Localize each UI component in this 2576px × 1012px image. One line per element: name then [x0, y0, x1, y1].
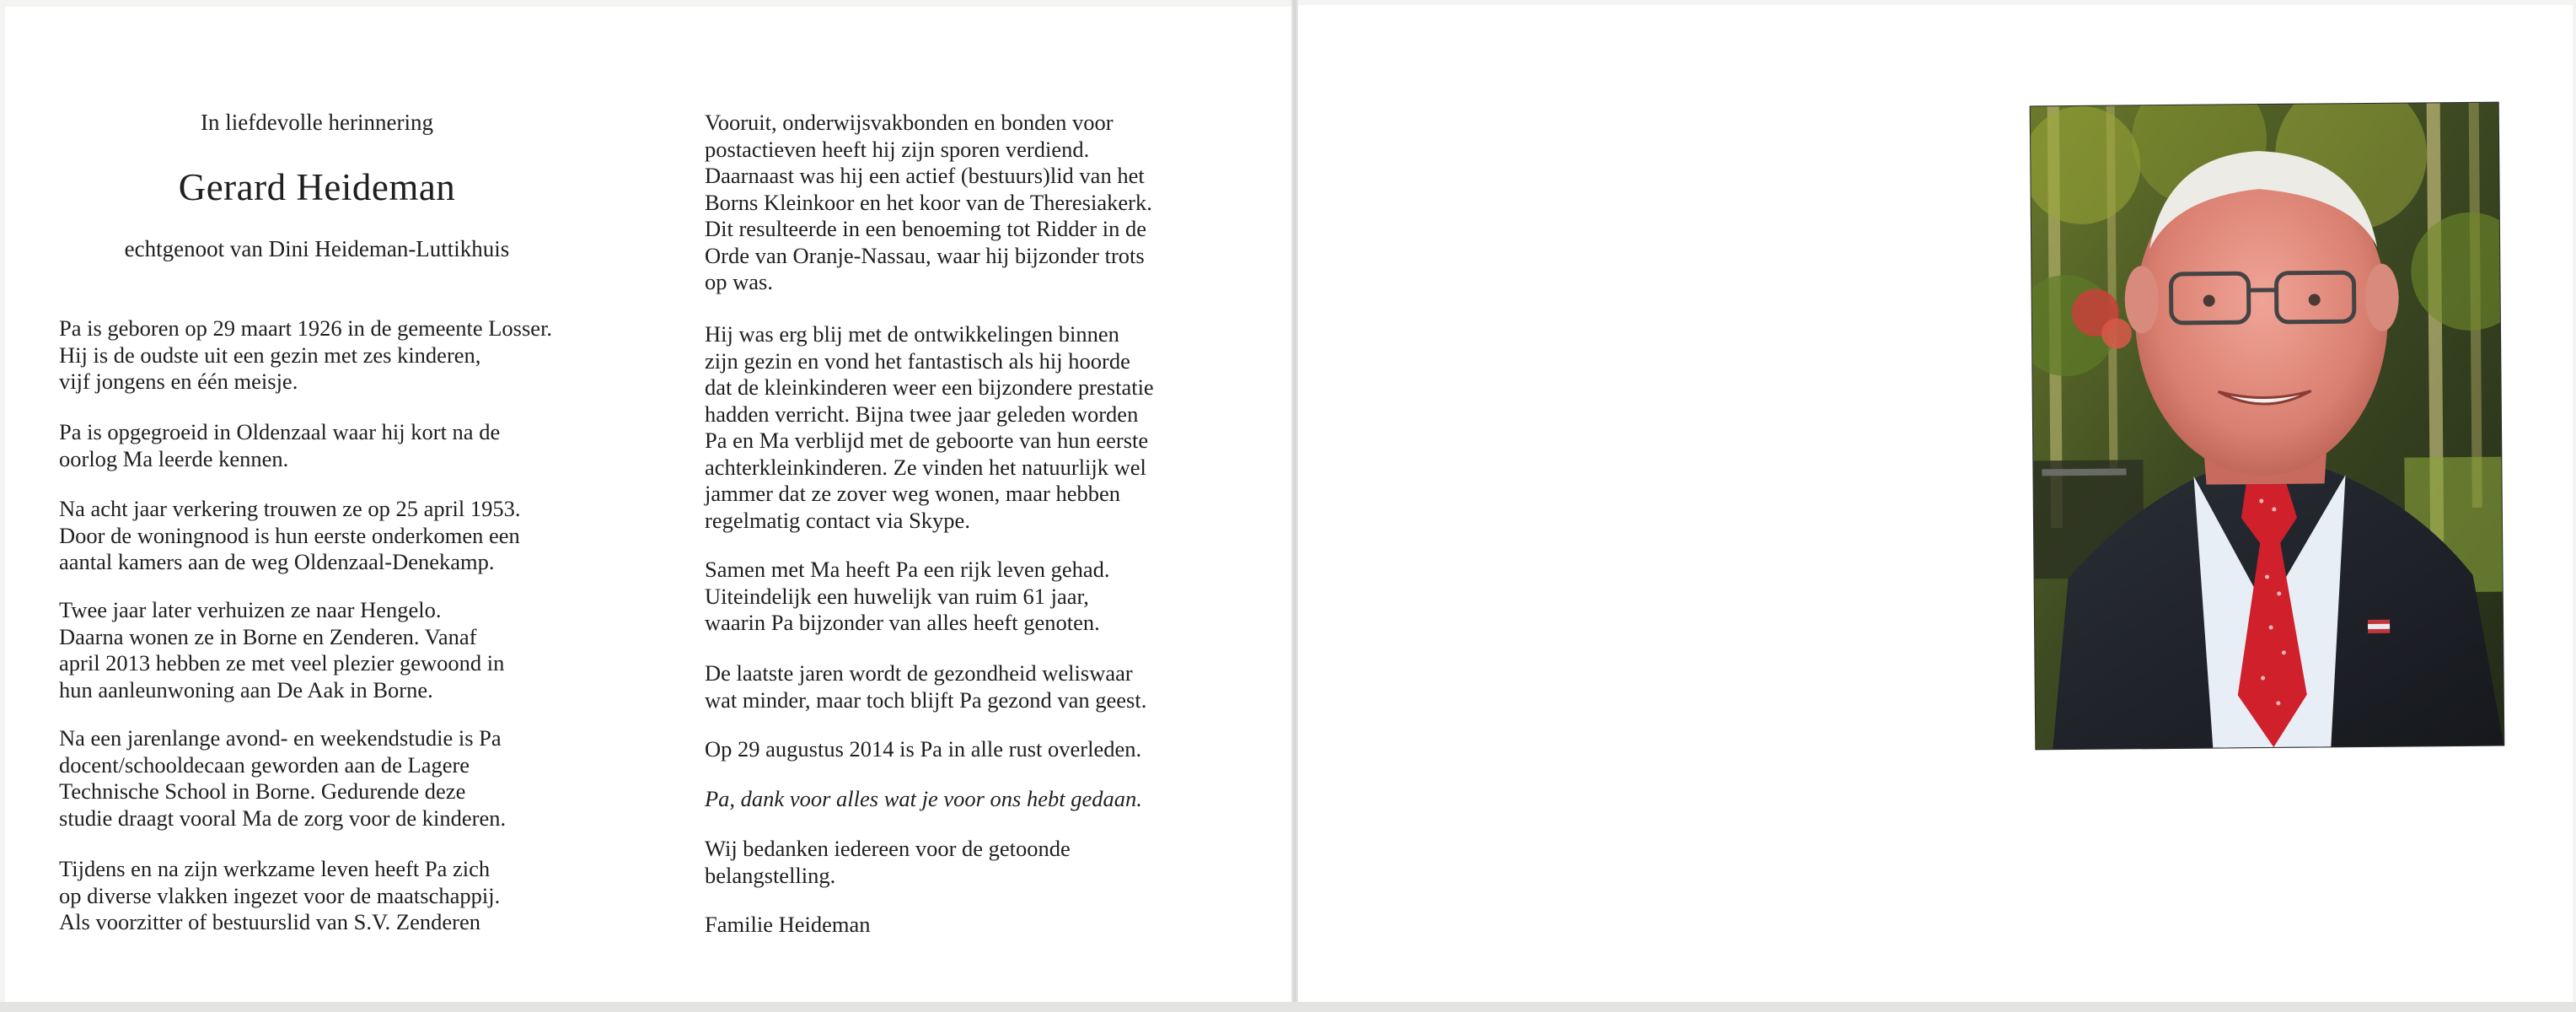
paragraph: Pa is opgegroeid in Oldenzaal waar hij kort na de oorlog Ma leerde kennen. [59, 419, 501, 471]
spouse-line: echtgenoot van Dini Heideman-Luttikhuis [124, 236, 510, 261]
portrait-photo [2031, 103, 2504, 750]
scan-edge [0, 1002, 2576, 1012]
paragraph: De laatste jaren wordt de gezondheid weliswaar wat minder, maar toch blijft Pa gezond van geest. [705, 660, 1147, 713]
deceased-name: Gerard Heideman [178, 166, 456, 208]
closing-quote: Pa, dank voor alles wat je voor ons hebt gedaan. [705, 786, 1142, 811]
portrait-icon [2031, 103, 2504, 750]
family-signature: Familie Heideman [705, 912, 871, 937]
paragraph: Vooruit, onderwijsvakbonden en bonden voor postactieven heeft hij zijn sporen verdiend. Daarnaast was hij een actief (bestuurs)lid van het Borns Kleinkoor en het koor van de Theresiakerk. Dit resulteerde in een benoeming tot Ridder in de Orde van Oranje-Nassau, waar hij bijzonder trots op was. [705, 110, 1152, 294]
paragraph: Na acht jaar verkering trouwen ze op 25 april 1953. Door de woningnood is hun eerste onderkomen een aantal kamers aan de weg Oldenzaal-Denekamp. [59, 496, 521, 574]
paragraph: Na een jarenlange avond- en weekendstudie is Pa docent/schooldecaan geworden aan de Lagere Technische School in Borne. Gedurende deze studie draagt vooral Ma de zorg voor de kinderen. [59, 725, 507, 831]
card-fold [1291, 0, 1298, 1012]
paragraph: Pa is geboren op 29 maart 1926 in de gemeente Losser. Hij is de oudste uit een gezin met zes kinderen, vijf jongens en één meisje. [59, 315, 553, 394]
paragraph: Twee jaar later verhuizen ze naar Hengelo. Daarna wonen ze in Borne en Zenderen. Vanaf april 2013 hebben ze met veel plezier gewoond in hun aanleunwoning aan De Aak in Borne. [59, 597, 505, 702]
paragraph: Tijdens en na zijn werkzame leven heeft Pa zich op diverse vlakken ingezet voor de maatschappij. Als voorzitter of bestuurslid van S.V. Zenderen [59, 856, 501, 934]
paragraph: Hij was erg blij met de ontwikkelingen binnen zijn gezin en vond het fantastisch als hij hoorde dat de kleinkinderen weer een bijzondere prestatie hadden verricht. Bijna twee jaar geleden worden Pa en Ma verblijd met de geboorte van hun eerste achterkleinkinderen. Ze vinden het natuurlijk wel jammer dat ze zover weg wonen, maar hebben regelmatig contact via Skype. [705, 321, 1154, 533]
intro-line: In liefdevolle herinnering [201, 110, 433, 135]
card-inner-page [5, 7, 1291, 1005]
paragraph: Op 29 augustus 2014 is Pa in alle rust overleden. [705, 736, 1142, 762]
paragraph: Wij bedanken iedereen voor de getoonde belangstelling. [705, 836, 1071, 888]
paragraph: Samen met Ma heeft Pa een rijk leven gehad. Uiteindelijk een huwelijk van ruim 61 jaar, waarin Pa bijzonder van alles heeft genoten. [705, 557, 1110, 635]
